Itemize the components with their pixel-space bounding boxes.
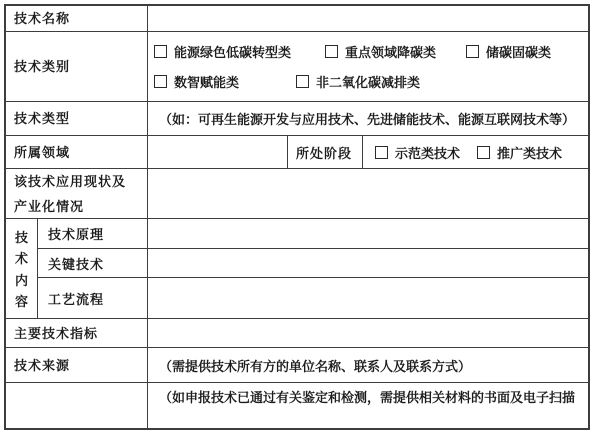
appraisal-hint: （如申报技术已通过有关鉴定和检测，需提供相关材料的书面及电子扫描 xyxy=(159,390,576,405)
process-flow-label: 工艺流程 xyxy=(38,278,148,318)
checkbox-icon-key-field-carbon-reduction[interactable] xyxy=(325,45,338,58)
tech-category-label: 技术类别 xyxy=(6,32,148,101)
stage-label: 所处阶段 xyxy=(288,136,363,168)
stage-options xyxy=(363,136,588,168)
tech-content-vertical-label xyxy=(6,219,38,318)
main-indicators-label: 主要技术指标 xyxy=(6,319,148,347)
checkbox-option-energy-green-transition xyxy=(154,42,291,61)
tech-category-options xyxy=(148,32,588,101)
application-status-input-cell[interactable] xyxy=(148,169,588,218)
tech-principle-input-cell[interactable] xyxy=(148,219,588,248)
tech-category-options-line1 xyxy=(154,42,588,61)
vertical-label-char: 容 xyxy=(14,294,28,310)
vertical-label-char: 技 xyxy=(14,229,28,245)
row-tech-principle xyxy=(38,219,588,249)
tech-type-label: 技术类型 xyxy=(6,102,148,135)
row-tech-category xyxy=(6,32,588,102)
application-form-table xyxy=(4,4,590,430)
tech-content-subrows xyxy=(38,219,588,318)
tech-source-label: 技术来源 xyxy=(6,348,148,382)
checkbox-label: 推广类技术 xyxy=(497,145,563,161)
row-tech-type xyxy=(6,102,588,136)
tech-source-hint: （需提供技术所有方的单位名称、联系人及联系方式） xyxy=(159,358,472,374)
process-flow-input-cell[interactable] xyxy=(148,278,588,318)
vertical-label-char: 术 xyxy=(14,251,28,267)
checkbox-icon-energy-green-transition[interactable] xyxy=(154,45,167,58)
tech-name-label: 技术名称 xyxy=(6,6,148,31)
checkbox-icon-carbon-storage[interactable] xyxy=(466,45,479,58)
row-tech-name xyxy=(6,6,588,32)
checkbox-option-non-co2-reduction xyxy=(296,72,420,91)
domain-input-cell[interactable] xyxy=(148,136,288,168)
domain-label: 所属领域 xyxy=(6,136,148,168)
vertical-label-char: 内 xyxy=(14,272,28,288)
row-domain-stage xyxy=(6,136,588,169)
checkbox-label: 非二氧化碳减排类 xyxy=(316,74,421,90)
checkbox-option-carbon-storage xyxy=(466,42,551,61)
main-indicators-input-cell[interactable] xyxy=(148,319,588,347)
tech-principle-label: 技术原理 xyxy=(38,219,148,248)
row-tech-source xyxy=(6,348,588,383)
checkbox-icon-demonstration-tech[interactable] xyxy=(375,146,388,159)
checkbox-icon-digital-intelligence[interactable] xyxy=(154,75,167,88)
row-key-technology xyxy=(38,249,588,278)
checkbox-label: 示范类技术 xyxy=(395,145,461,161)
tech-category-options-line2 xyxy=(154,72,588,91)
row-main-indicators xyxy=(6,319,588,348)
application-status-label: 该技术应用现状及产业化情况 xyxy=(6,169,148,218)
tech-name-input-cell[interactable] xyxy=(148,6,588,31)
checkbox-label: 重点领域降碳类 xyxy=(345,45,437,61)
tech-type-hint: （如：可再生能源开发与应用技术、先进储能技术、能源互联网技术等） xyxy=(159,112,576,127)
key-technology-label: 关键技术 xyxy=(38,249,148,277)
checkbox-icon-non-co2-reduction[interactable] xyxy=(296,75,309,88)
checkbox-label: 储碳固碳类 xyxy=(486,45,552,61)
row-group-tech-content xyxy=(6,219,588,319)
appraisal-label-cell xyxy=(6,383,148,428)
row-process-flow xyxy=(38,278,588,318)
checkbox-option-key-field-carbon-reduction xyxy=(325,42,436,61)
checkbox-icon-promotion-tech[interactable] xyxy=(477,146,490,159)
checkbox-option-promotion-tech xyxy=(477,143,562,162)
checkbox-label: 数智赋能类 xyxy=(174,74,240,90)
checkbox-label: 能源绿色低碳转型类 xyxy=(174,45,292,61)
key-technology-input-cell[interactable] xyxy=(148,249,588,277)
row-application-status xyxy=(6,169,588,219)
checkbox-option-demonstration-tech xyxy=(375,143,460,162)
checkbox-option-digital-intelligence xyxy=(154,72,239,91)
row-appraisal xyxy=(6,383,588,428)
